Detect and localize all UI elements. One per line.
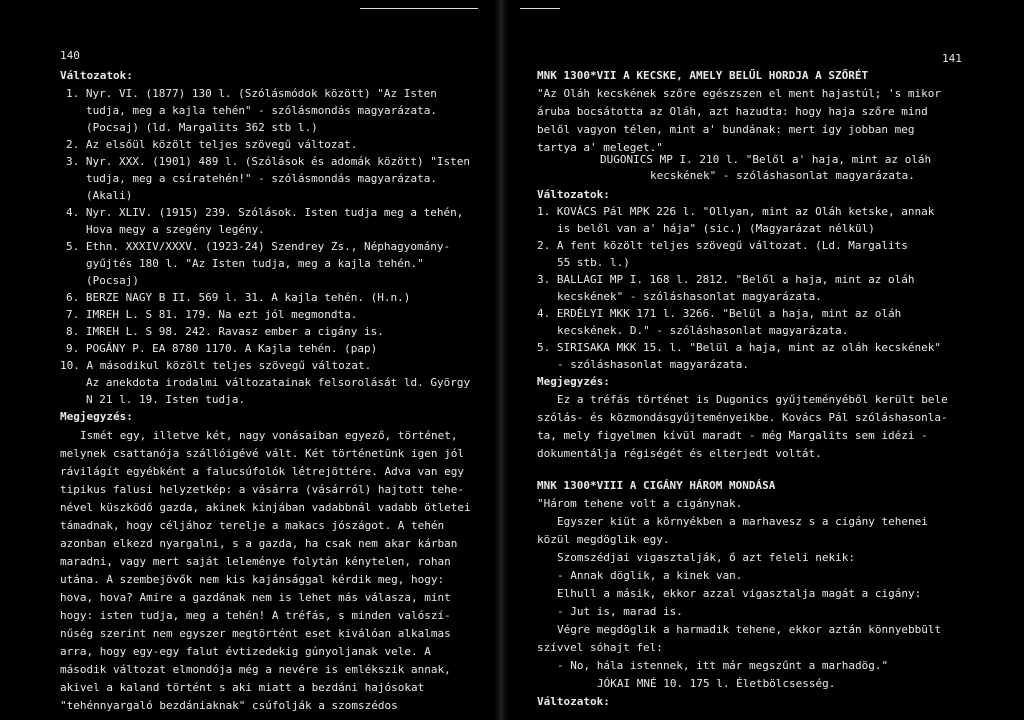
left-page [0, 0, 495, 720]
text-line: áruba bocsátotta az Oláh, azt hazudta: hogy haja szőre mind [537, 105, 928, 118]
text-line: 5. Ethn. XXXIV/XXXV. (1923-24) Szendrey Zs., Néphagyomány- [66, 240, 451, 253]
section-heading: Változatok: [537, 695, 610, 708]
text-line: azonban elkezd nyargalni, s a gazda, ha csak nem akar kárban [60, 537, 458, 550]
text-line: hova, hova? Amire a gazdának nem is lehet más válasza, mint [60, 591, 451, 604]
text-line: rávilágít egyébként a falucsúfolók létrejöttére. Adva van egy [60, 465, 464, 478]
text-line: szívvel sóhajt fel: [537, 641, 663, 654]
text-line: 2. Az elsőül közölt teljes szövegű változat. [66, 138, 358, 151]
section-heading: Változatok: [60, 69, 133, 82]
text-line: JÓKAI MNÉ 10. 175 l. Életbölcsesség. [597, 677, 836, 690]
text-line: támadnak, hogy céljához terelje a makacs jószágot. A tehén [60, 519, 445, 532]
text-line: tipikus falusi helyzetkép: a vásárra (vásárról) hajtott tehe- [60, 483, 464, 496]
text-line: - No, hála istennek, itt már megszűnt a marhadög." [557, 659, 889, 672]
text-line: 6. BERZE NAGY B II. 569 l. 31. A kajla tehén. (H.n.) [66, 291, 411, 304]
text-line: 8. IMREH L. S 98. 242. Ravasz ember a cigány is. [66, 325, 384, 338]
text-line: tudja, meg a csíratehén!" - szólásmondás magyarázata. [86, 172, 437, 185]
text-line: nűség szerint nem egyszer megtörtént eset kiválóan alkalmas [60, 627, 451, 640]
text-line: kecskének. D." - szóláshasonlat magyarázata. [557, 324, 849, 337]
section-heading: MNK 1300*VIII A CIGÁNY HÁROM MONDÁSA [537, 479, 776, 492]
text-line: 2. A fent közölt teljes szövegű változat. (Ld. Margalits [537, 239, 908, 252]
text-line: 4. Nyr. XLIV. (1915) 239. Szólások. Isten tudja meg a tehén, [66, 206, 464, 219]
text-line: is belől van a' hája" (sic.) (Magyarázat nélkül) [557, 222, 875, 235]
text-line: dokumentálja régiségét és elterjedt voltát. [537, 447, 822, 460]
text-line: kecskének" - szóláshasonlat magyarázata. [650, 169, 915, 182]
text-line: 3. BALLAGI MP I. 168 l. 2812. "Belől a haja, mint az oláh [537, 273, 915, 286]
text-line: Egyszer kiüt a környékben a marhavesz s a cigány tehenei [557, 515, 928, 528]
section-heading: Megjegyzés: [60, 410, 133, 423]
text-line: tudja, meg a kajla tehén" - szólásmondás magyarázata. [86, 104, 437, 117]
text-line: "tehénnyargaló bezdániaknak" csúfolják a szomszédos [60, 699, 398, 712]
right-page [510, 0, 1024, 720]
text-line: 7. IMREH L. S 81. 179. Na ezt jól megmondta. [66, 308, 358, 321]
text-line: (Pocsaj) (ld. Margalits 362 stb l.) [86, 121, 318, 134]
text-line: ta, mely figyelmen kívül maradt - még Margalits sem idézi - [537, 429, 928, 442]
text-line: 3. Nyr. XXX. (1901) 489 l. (Szólások és adomák között) "Isten [66, 155, 470, 168]
text-line: melynek csattanója szállóigévé vált. Két történetünk igen jól [60, 447, 464, 460]
text-line: maradni, vagy mert saját leleménye folytán kénytelen, rohan [60, 555, 451, 568]
text-line: (Pocsaj) [86, 274, 139, 287]
book-spine [494, 0, 508, 720]
text-line: 9. POGÁNY P. EA 8780 1170. A Kajla tehén. (pap) [66, 342, 378, 355]
text-line: hogy: isten tudja, meg a tehén! A tréfás, s minden valószí- [60, 609, 451, 622]
section-heading: MNK 1300*VII A KECSKE, AMELY BELŰL HORDJA A SZŐRÉT [537, 69, 869, 82]
text-line: 5. SIRISAKA MKK 15. l. "Belül a haja, mint az oláh kecskének" [537, 341, 941, 354]
text-line: Ez a tréfás történet is Dugonics gyűjteményéből került bele [557, 393, 948, 406]
text-line: kecskének" - szóláshasonlat magyarázata. [557, 290, 822, 303]
page-number: 140 [60, 49, 80, 62]
text-line: 1. KOVÁCS Pál MPK 226 l. "Ollyan, mint az Oláh ketske, annak [537, 205, 935, 218]
text-line: 1. Nyr. VI. (1877) 130 l. (Szólásmódok között) "Az Isten [66, 87, 437, 100]
text-line: Hova megy a szegény legény. [86, 223, 265, 236]
text-line: - Jut is, marad is. [557, 605, 683, 618]
text-line: Elhull a másik, ekkor azzal vigasztalja magát a cigány: [557, 587, 922, 600]
section-heading: Változatok: [537, 188, 610, 201]
text-line: 10. A másodikul közölt teljes szövegű változat. [60, 359, 372, 372]
text-line: - Annak döglik, a kinek van. [557, 569, 743, 582]
text-line: "Az Oláh kecskének szőre egészszen el ment hajastúl; 's mikor [537, 87, 941, 100]
text-line: második változat elmondója még a nevére is emlékszik annak, [60, 663, 451, 676]
page-number: 141 [942, 52, 962, 65]
text-line: tartya a' meleget." [537, 141, 663, 154]
section-heading: Megjegyzés: [537, 375, 610, 388]
text-line: Az anekdota irodalmi változatainak felsorolását ld. György [86, 376, 471, 389]
text-line: arra, hogy egy-egy falut évtizedekig gúnyoljanak vele. A [60, 645, 431, 658]
text-line: gyűjtés 180 l. "Az Isten tudja, meg a kajla tehén." [86, 257, 424, 270]
text-line: közül megdöglik egy. [537, 533, 670, 546]
text-line: - szóláshasonlat magyarázata. [557, 358, 750, 371]
text-line: 4. ERDÉLYI MKK 171 l. 3266. "Belül a haja, mint az oláh [537, 307, 902, 320]
text-line: (Akali) [86, 189, 133, 202]
text-line: Végre megdöglik a harmadik tehene, ekkor aztán könnyebbült [557, 623, 942, 636]
text-line: Ismét egy, illetve két, nagy vonásaiban egyező, történet, [80, 429, 458, 442]
text-line: 55 stb. l.) [557, 256, 630, 269]
text-line: belől vagyon télen, mint a' bundának: mert így jobban meg [537, 123, 915, 136]
text-line: DUGONICS MP I. 210 l. "Belől a' haja, mint az oláh [600, 153, 932, 166]
text-line: N 21 l. 19. Isten tudja. [86, 393, 245, 406]
text-line: szólás- és közmondásgyűjteményeikbe. Kovács Pál szóláshasonla- [537, 411, 948, 424]
text-line: "Három tehene volt a cigánynak. [537, 497, 743, 510]
text-line: akivel a kaland történt s aki miatt a bezdáni hajósokat [60, 681, 425, 694]
text-line: Szomszédjai vigasztalják, ő azt feleli nekik: [557, 551, 856, 564]
text-line: utána. A szembejövők nem kis kajánsággal kérdik meg, hogy: [60, 573, 445, 586]
text-line: nével küszködő gazda, akinek kínjában vadabbnál vadabb ötletei [60, 501, 471, 514]
